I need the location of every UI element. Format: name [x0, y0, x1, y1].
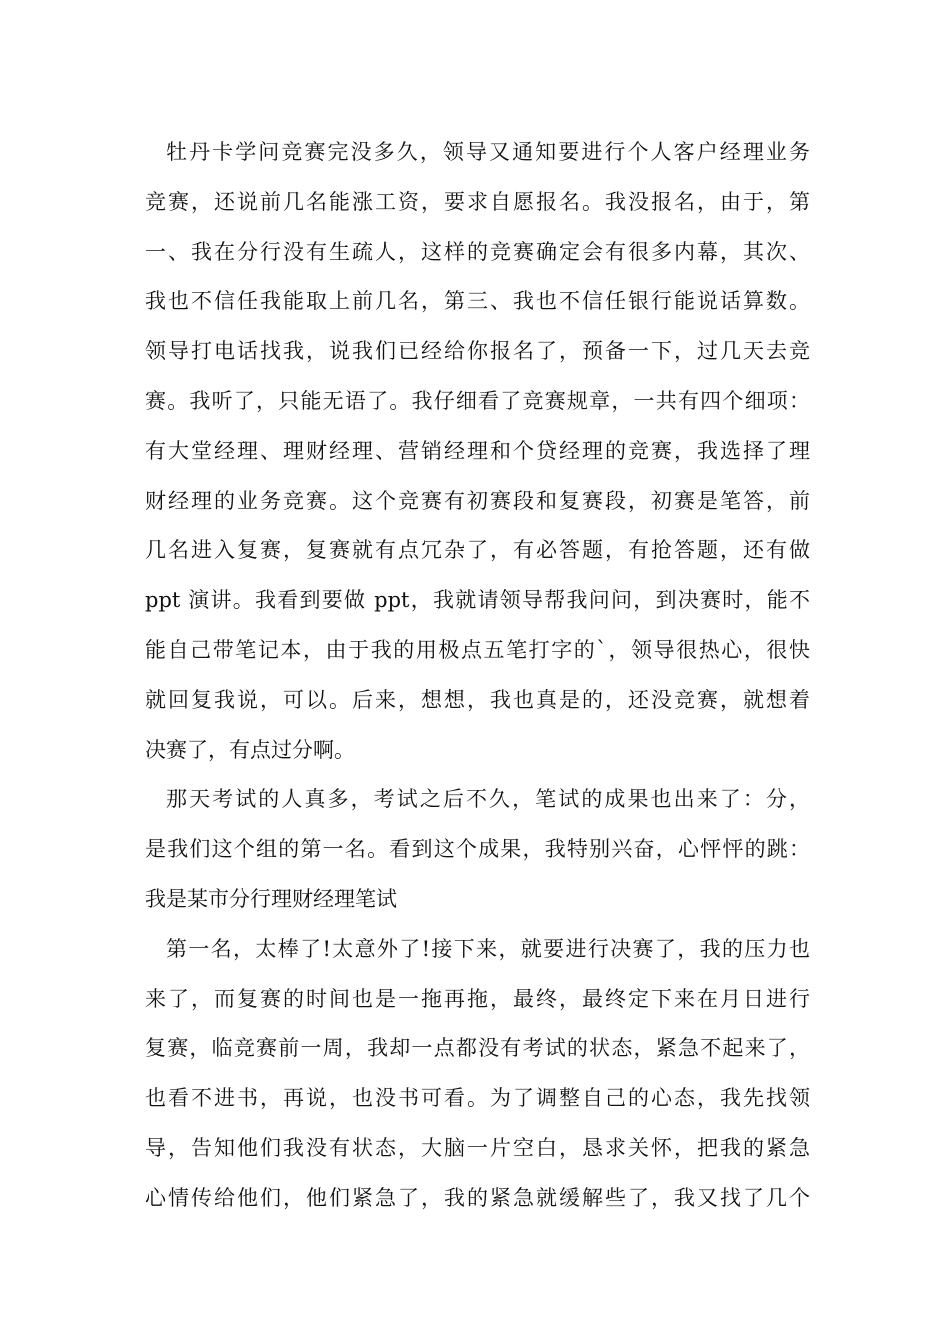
text-line: 牡丹卡学问竞赛完没多久，领导又通知要进行个人客户经理业务 — [166, 140, 810, 164]
document-body — [145, 128, 810, 1224]
text-line: 能自己带笔记本，由于我的用极点五笔打字的`，领导很热心，很快 — [145, 637, 810, 662]
text-line: 导，告知他们我没有状态，大脑一片空白，恳求关怀，把我的紧急 — [145, 1135, 810, 1160]
text-line: 赛。我听了，只能无语了。我仔细看了竞赛规章，一共有四个细项： — [145, 388, 810, 413]
text-line: 竞赛，还说前几名能涨工资，要求自愿报名。我没报名，由于，第 — [145, 189, 810, 214]
text-line: 我也不信任我能取上前几名，第三、我也不信任银行能说话算数。 — [145, 289, 810, 314]
text-line: 来了，而复赛的时间也是一拖再拖，最终，最终定下来在月日进行 — [145, 986, 810, 1011]
text-line: 有大堂经理、理财经理、营销经理和个贷经理的竞赛，我选择了理 — [145, 438, 810, 463]
text-line: 领导打电话找我，说我们已经给你报名了，预备一下，过几天去竞 — [145, 339, 810, 364]
text-line: 也看不进书，再说，也没书可看。为了调整自己的心态，我先找领 — [145, 1086, 810, 1111]
text-line: 决赛了，有点过分啊。 — [145, 737, 355, 762]
text-line: 是我们这个组的第一名。看到这个成果，我特别兴奋，心怦怦的跳： — [145, 837, 810, 862]
text-line: 第一名，太棒了!太意外了!接下来，就要进行决赛了，我的压力也 — [166, 936, 810, 961]
text-line: 就回复我说，可以。后来，想想，我也真是的，还没竞赛，就想着 — [145, 687, 810, 712]
text-line: ppt 演讲。我看到要做 ppt，我就请领导帮我问问，到决赛时，能不 — [145, 588, 810, 613]
text-line: 复赛，临竞赛前一周，我却一点都没有考试的状态，紧急不起来了， — [145, 1036, 810, 1061]
text-line: 一、我在分行没有生疏人，这样的竞赛确定会有很多内幕，其次、 — [145, 239, 810, 264]
text-line: 那天考试的人真多，考试之后不久，笔试的成果也出来了：分， — [166, 787, 810, 812]
text-line: 我是某市分行理财经理笔试 — [145, 886, 397, 911]
text-line: 财经理的业务竞赛。这个竞赛有初赛段和复赛段，初赛是笔答，前 — [145, 488, 810, 513]
text-line: 心情传给他们，他们紧急了，我的紧急就缓解些了，我又找了几个 — [145, 1185, 810, 1210]
text-line: 几名进入复赛，复赛就有点冗杂了，有必答题，有抢答题，还有做 — [145, 538, 810, 563]
